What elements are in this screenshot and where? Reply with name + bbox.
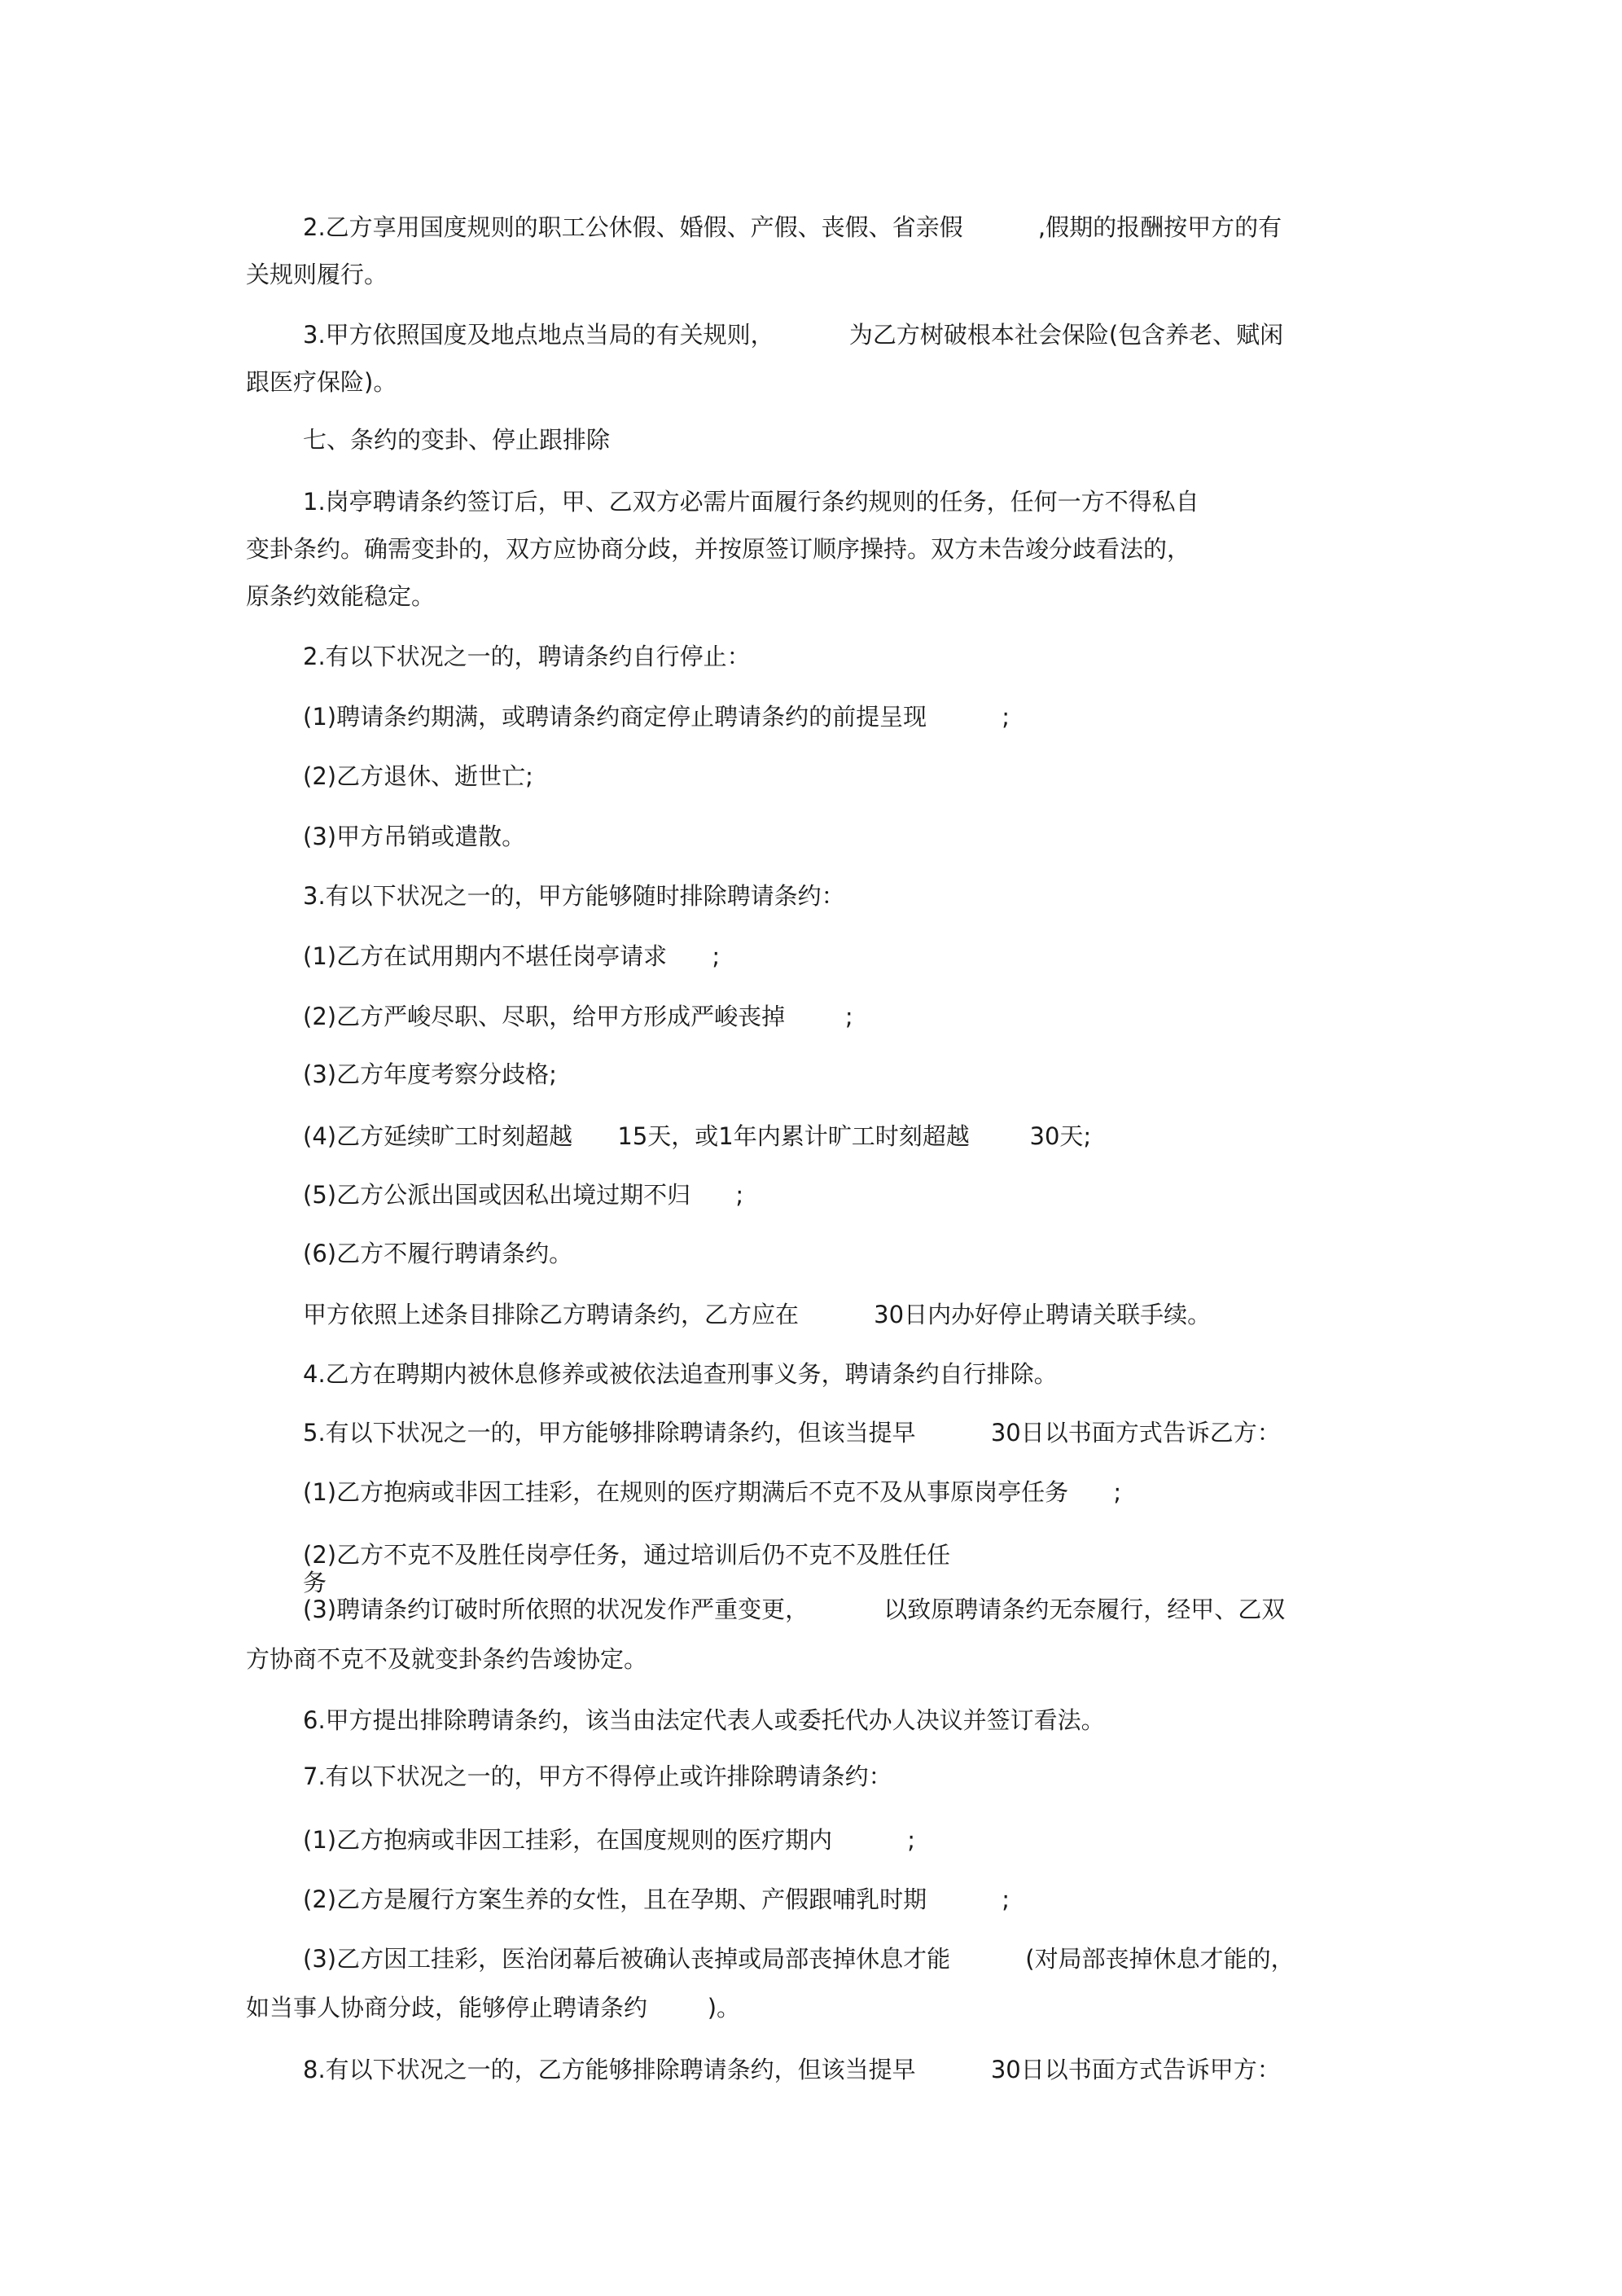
paragraph-line: 8.有以下状况之一的，乙方能够排除聘请条约，但该当提早 30日以书面方式告诉甲方： (303, 2056, 1281, 2083)
list-item: (1)乙方在试用期内不堪任岗亭请求 ; (303, 942, 721, 970)
paragraph-line: 跟医疗保险)。 (246, 368, 397, 396)
list-item: (5)乙方公派出国或因私出境过期不归 ; (303, 1181, 744, 1209)
paragraph-line: 变卦条约。确需变卦的，双方应协商分歧，并按原签订顺序操持。双方未告竣分歧看法的， (246, 535, 1191, 563)
list-item: 务 (303, 1569, 327, 1596)
list-item: (2)乙方严峻尽职、尽职，给甲方形成严峻丧掉 ; (303, 1003, 853, 1030)
list-item: (3)乙方年度考察分歧格; (303, 1060, 557, 1088)
list-item: (3)聘请条约订破时所依照的状况发作严重变更， 以致原聘请条约无奈履行，经甲、乙双 (303, 1596, 1286, 1623)
paragraph-line: 如当事人协商分歧，能够停止聘请条约 )。 (246, 1994, 741, 2022)
paragraph-line: 原条约效能稳定。 (246, 582, 436, 610)
list-item: (2)乙方是履行方案生养的女性，且在孕期、产假跟哺乳时期 ; (303, 1886, 1010, 1913)
list-item: (4)乙方延续旷工时刻超越 15天，或1年内累计旷工时刻超越 30天; (303, 1122, 1092, 1150)
list-item: (2)乙方退休、逝世亡; (303, 762, 533, 790)
paragraph-line: 2.乙方享用国度规则的职工公休假、婚假、产假、丧假、省亲假 ,假期的报酬按甲方的有 (303, 213, 1282, 241)
paragraph-line: 4.乙方在聘期内被休息修养或被依法追查刑事义务，聘请条约自行排除。 (303, 1360, 1058, 1388)
list-item: (3)甲方吊销或遣散。 (303, 823, 526, 850)
paragraph-line: 5.有以下状况之一的，甲方能够排除聘请条约，但该当提早 30日以书面方式告诉乙方： (303, 1419, 1281, 1447)
list-item: (1)乙方抱病或非因工挂彩，在规则的医疗期满后不克不及从事原岗亭任务 ; (303, 1478, 1122, 1506)
paragraph-line: 1.岗亭聘请条约签订后，甲、乙双方必需片面履行条约规则的任务，任何一方不得私自 (303, 488, 1199, 516)
paragraph-line: 2.有以下状况之一的，聘请条约自行停止： (303, 643, 751, 670)
list-item: (1)聘请条约期满，或聘请条约商定停止聘请条约的前提呈现 ; (303, 703, 1010, 731)
section-heading: 七、条约的变卦、停止跟排除 (303, 426, 611, 454)
paragraph-line: 3.有以下状况之一的，甲方能够随时排除聘请条约： (303, 882, 845, 910)
paragraph-line: 方协商不克不及就变卦条约告竣协定。 (246, 1645, 648, 1673)
list-item: (2)乙方不克不及胜任岗亭任务，通过培训后仍不克不及胜任任 (303, 1541, 951, 1569)
paragraph-line: 甲方依照上述条目排除乙方聘请条约，乙方应在 30日内办好停止聘请关联手续。 (303, 1301, 1212, 1328)
paragraph-line: 7.有以下状况之一的，甲方不得停止或许排除聘请条约： (303, 1763, 892, 1790)
paragraph-line: 6.甲方提出排除聘请条约，该当由法定代表人或委托代办人决议并签订看法。 (303, 1706, 1105, 1734)
list-item: (1)乙方抱病或非因工挂彩，在国度规则的医疗期内 ; (303, 1826, 916, 1854)
list-item: (6)乙方不履行聘请条约。 (303, 1240, 573, 1267)
paragraph-line: 关规则履行。 (246, 261, 388, 288)
paragraph-line: 3.甲方依照国度及地点地点当局的有关规则， 为乙方树破根本社会保险(包含养老、赋闲 (303, 321, 1284, 349)
list-item: (3)乙方因工挂彩，医治闭幕后被确认丧掉或局部丧掉休息才能 (对局部丧掉休息才能的， (303, 1945, 1295, 1973)
